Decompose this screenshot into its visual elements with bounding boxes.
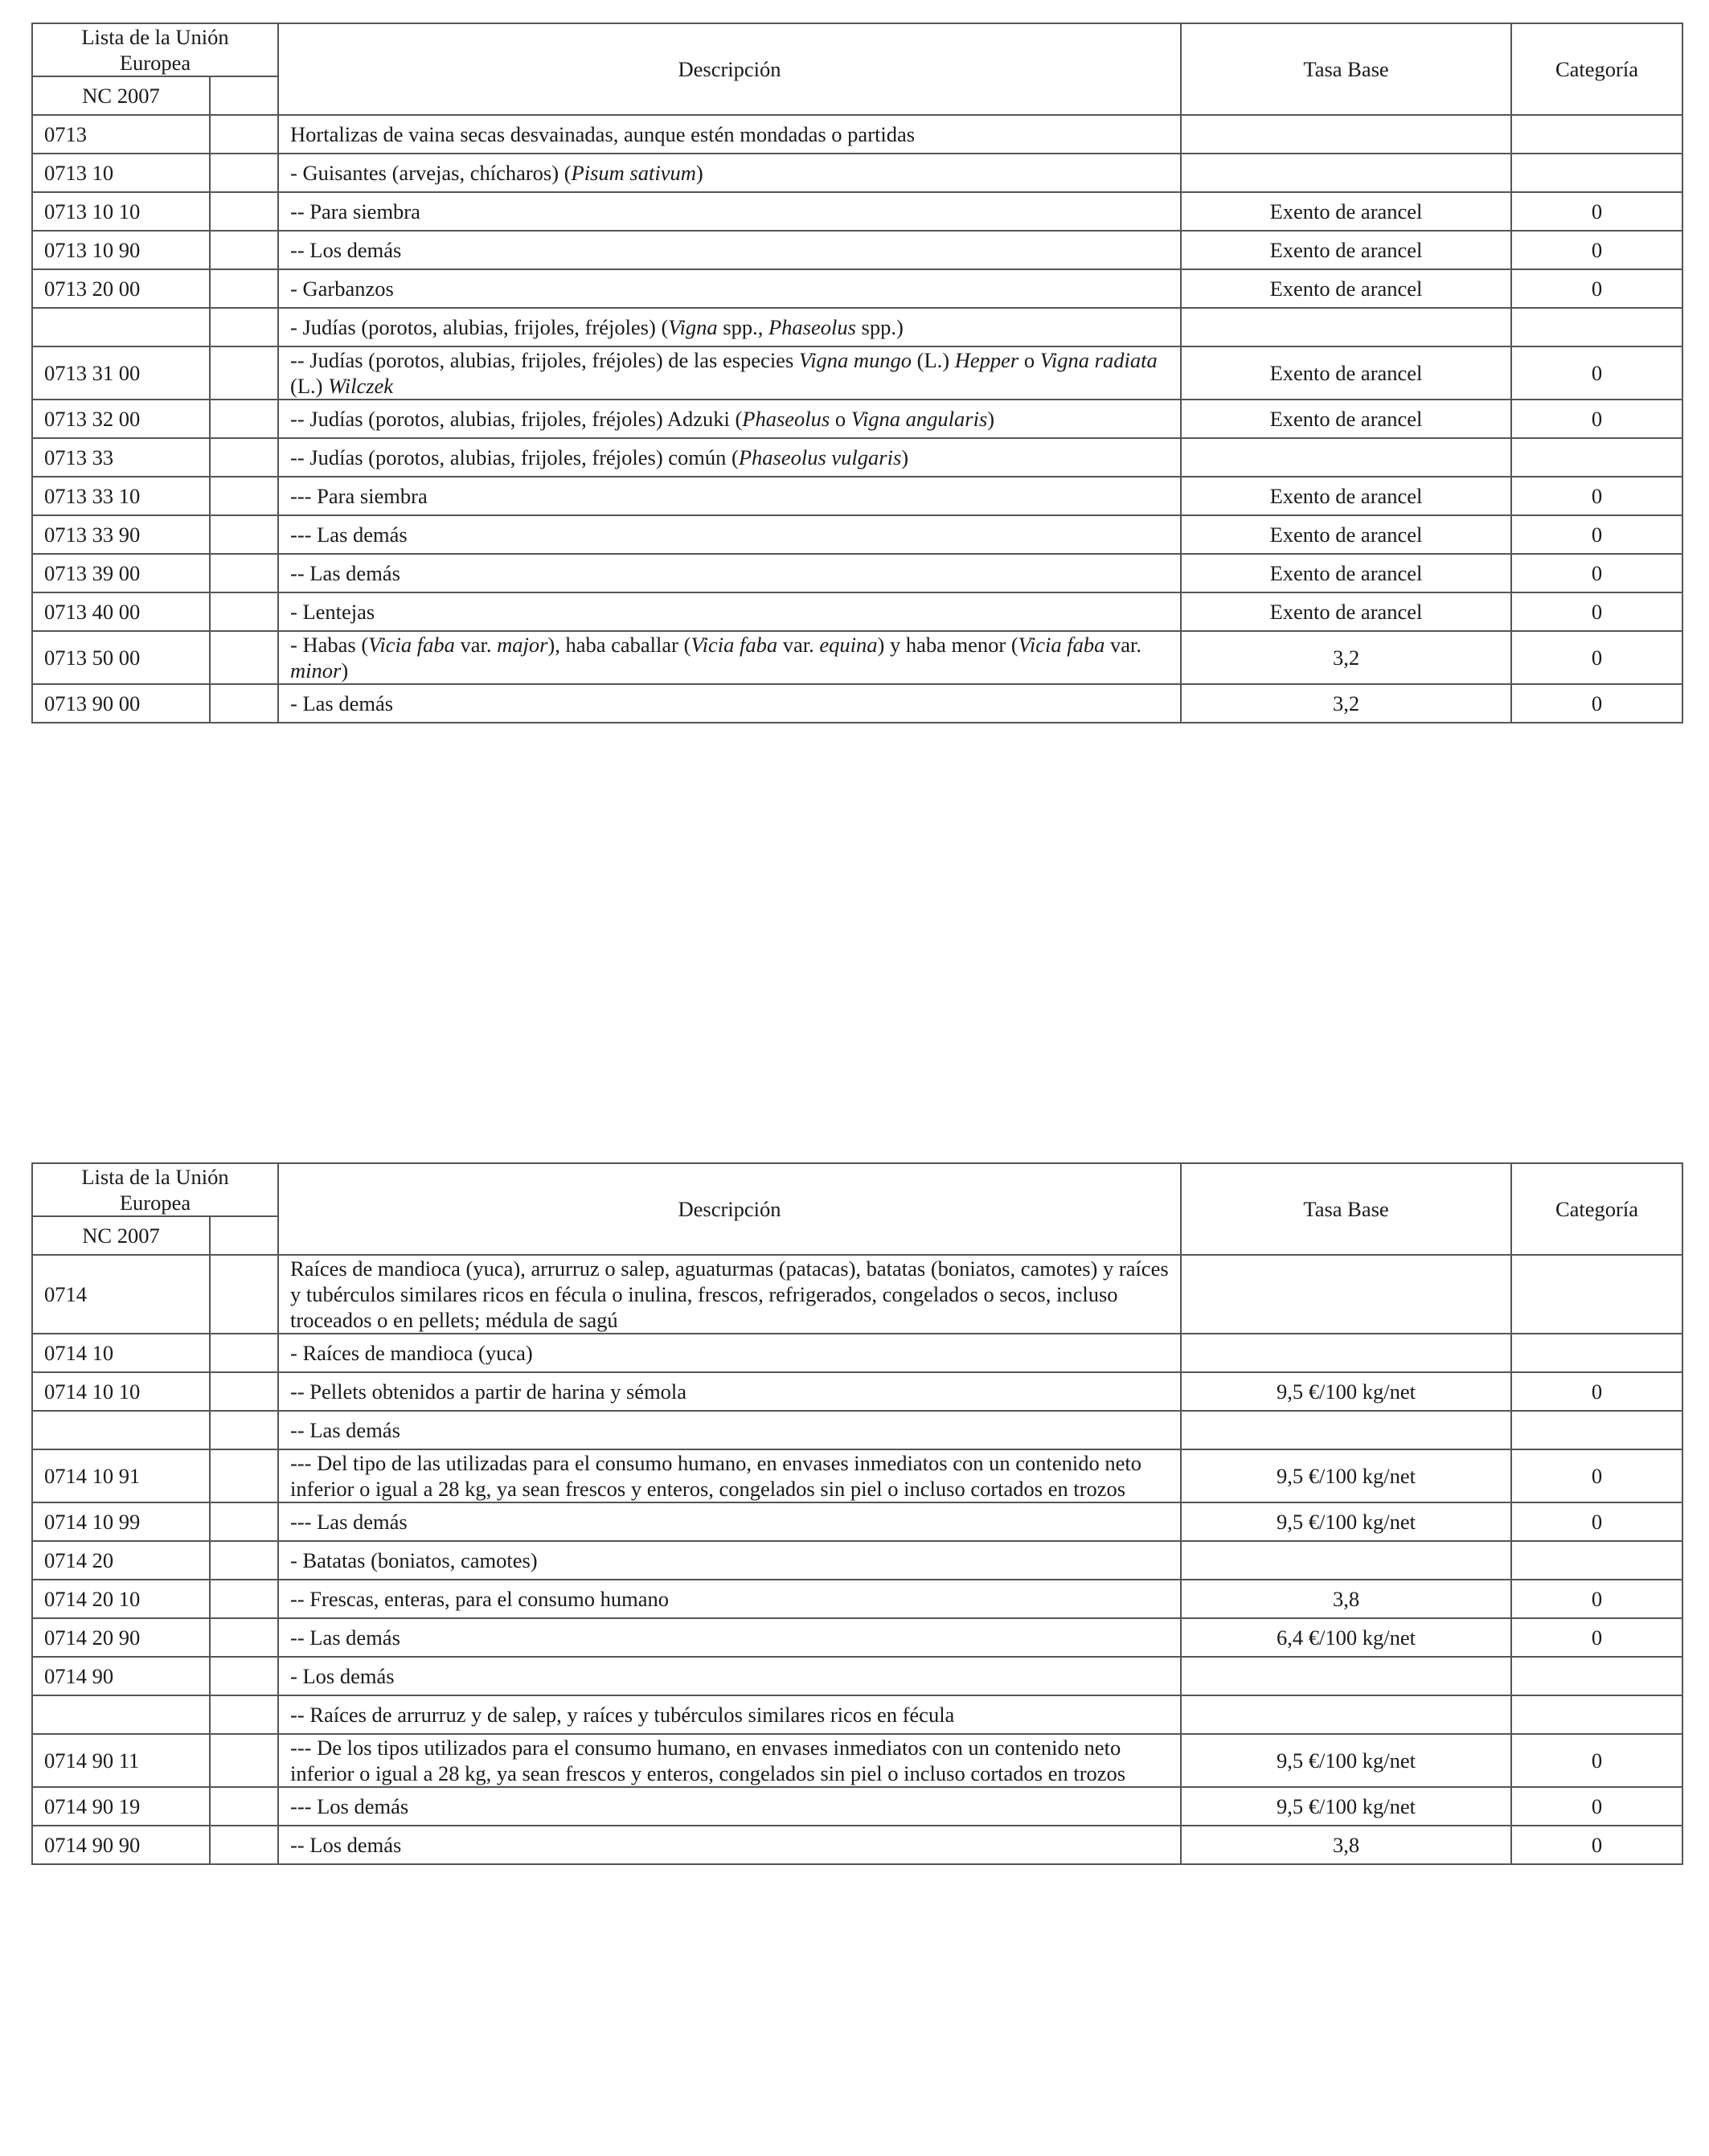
- header-nc-2007: NC 2007: [32, 1216, 210, 1255]
- category-cell: [1511, 1695, 1682, 1734]
- category-cell: 0: [1511, 554, 1682, 592]
- description-cell: - Garbanzos: [278, 269, 1181, 308]
- base-rate-cell: [1181, 1657, 1511, 1695]
- nc-code-cell: 0713 32 00: [32, 400, 210, 438]
- table-row: [32, 554, 1682, 592]
- category-cell: [1511, 1334, 1682, 1372]
- category-cell: [1511, 154, 1682, 192]
- category-cell: 0: [1511, 1449, 1682, 1502]
- blank-cell: [210, 1372, 278, 1411]
- nc-code-cell: 0714 20 90: [32, 1618, 210, 1657]
- nc-code-cell: 0714 10 10: [32, 1372, 210, 1411]
- table-row: [32, 1695, 1682, 1734]
- nc-code-cell: 0714 90 11: [32, 1734, 210, 1787]
- table-row: [32, 515, 1682, 554]
- nc-code-cell: 0714 20: [32, 1541, 210, 1580]
- blank-cell: [210, 1734, 278, 1787]
- table-row: [32, 684, 1682, 723]
- nc-code-cell: 0713 33: [32, 438, 210, 477]
- blank-cell: [210, 1502, 278, 1541]
- description-cell: --- Las demás: [278, 1502, 1181, 1541]
- category-cell: 0: [1511, 192, 1682, 231]
- description-cell: --- De los tipos utilizados para el consumo humano, en envases inmediatos con un contenido neto inferior o igual a 28 kg, ya sean frescos y enteros, congelados sin piel o incluso cortados en trozos: [278, 1734, 1181, 1787]
- blank-cell: [210, 269, 278, 308]
- category-cell: [1511, 1657, 1682, 1695]
- base-rate-cell: Exento de arancel: [1181, 346, 1511, 400]
- base-rate-cell: Exento de arancel: [1181, 515, 1511, 554]
- blank-cell: [210, 346, 278, 400]
- blank-cell: [210, 1449, 278, 1502]
- nc-code-cell: 0713 20 00: [32, 269, 210, 308]
- base-rate-cell: 9,5 €/100 kg/net: [1181, 1372, 1511, 1411]
- description-cell: -- Los demás: [278, 1826, 1181, 1864]
- tariff-table-0713: [31, 23, 1683, 723]
- description-cell: -- Judías (porotos, alubias, frijoles, fréjoles) Adzuki (Phaseolus o Vigna angularis): [278, 400, 1181, 438]
- header-blank-cell: [210, 1216, 278, 1255]
- nc-code-cell: [32, 1695, 210, 1734]
- base-rate-cell: 6,4 €/100 kg/net: [1181, 1618, 1511, 1657]
- category-cell: 0: [1511, 1734, 1682, 1787]
- blank-cell: [210, 1787, 278, 1826]
- description-cell: -- Para siembra: [278, 192, 1181, 231]
- nc-code-cell: 0713 10: [32, 154, 210, 192]
- nc-code-cell: 0713 50 00: [32, 631, 210, 684]
- base-rate-cell: Exento de arancel: [1181, 269, 1511, 308]
- base-rate-cell: Exento de arancel: [1181, 192, 1511, 231]
- header-description: Descripción: [278, 1163, 1181, 1255]
- blank-cell: [210, 400, 278, 438]
- blank-cell: [210, 438, 278, 477]
- table-row: [32, 1255, 1682, 1334]
- category-cell: 0: [1511, 269, 1682, 308]
- nc-code-cell: 0714 10 91: [32, 1449, 210, 1502]
- base-rate-cell: 9,5 €/100 kg/net: [1181, 1734, 1511, 1787]
- base-rate-cell: [1181, 1334, 1511, 1372]
- blank-cell: [210, 477, 278, 515]
- tariff-table-0714: [31, 1162, 1683, 1865]
- table-row: [32, 400, 1682, 438]
- category-cell: 0: [1511, 515, 1682, 554]
- description-cell: - Judías (porotos, alubias, frijoles, fréjoles) (Vigna spp., Phaseolus spp.): [278, 308, 1181, 346]
- header-base-rate: Tasa Base: [1181, 1163, 1511, 1255]
- base-rate-cell: Exento de arancel: [1181, 477, 1511, 515]
- category-cell: 0: [1511, 346, 1682, 400]
- category-cell: [1511, 115, 1682, 154]
- nc-code-cell: 0714 90 19: [32, 1787, 210, 1826]
- nc-code-cell: 0713 10 10: [32, 192, 210, 231]
- table-row: [32, 1372, 1682, 1411]
- category-cell: [1511, 308, 1682, 346]
- description-cell: --- Del tipo de las utilizadas para el consumo humano, en envases inmediatos con un contenido neto inferior o igual a 28 kg, ya sean frescos y enteros, congelados sin piel o incluso cortados en trozos: [278, 1449, 1181, 1502]
- nc-code-cell: [32, 1411, 210, 1449]
- base-rate-cell: [1181, 1695, 1511, 1734]
- base-rate-cell: Exento de arancel: [1181, 554, 1511, 592]
- blank-cell: [210, 1580, 278, 1618]
- table-row: [32, 438, 1682, 477]
- base-rate-cell: [1181, 154, 1511, 192]
- blank-cell: [210, 515, 278, 554]
- table-row: [32, 592, 1682, 631]
- blank-cell: [210, 554, 278, 592]
- description-cell: -- Judías (porotos, alubias, frijoles, fréjoles) común (Phaseolus vulgaris): [278, 438, 1181, 477]
- nc-code-cell: 0714 10 99: [32, 1502, 210, 1541]
- blank-cell: [210, 1657, 278, 1695]
- base-rate-cell: [1181, 308, 1511, 346]
- tariff-table-body: [32, 1163, 1682, 1864]
- base-rate-cell: Exento de arancel: [1181, 592, 1511, 631]
- header-category: Categoría: [1511, 1163, 1682, 1255]
- nc-code-cell: 0713 10 90: [32, 231, 210, 269]
- table-row: [32, 1449, 1682, 1502]
- description-cell: - Las demás: [278, 684, 1181, 723]
- table-row: [32, 115, 1682, 154]
- nc-code-cell: 0713: [32, 115, 210, 154]
- description-cell: - Lentejas: [278, 592, 1181, 631]
- header-row: [32, 23, 1682, 76]
- nc-code-cell: 0713 33 90: [32, 515, 210, 554]
- category-cell: 0: [1511, 400, 1682, 438]
- base-rate-cell: Exento de arancel: [1181, 231, 1511, 269]
- nc-code-cell: 0713 40 00: [32, 592, 210, 631]
- description-cell: - Raíces de mandioca (yuca): [278, 1334, 1181, 1372]
- description-cell: -- Raíces de arrurruz y de salep, y raíces y tubérculos similares ricos en fécula: [278, 1695, 1181, 1734]
- header-base-rate: Tasa Base: [1181, 23, 1511, 115]
- nc-code-cell: 0714 90: [32, 1657, 210, 1695]
- base-rate-cell: 3,8: [1181, 1580, 1511, 1618]
- description-cell: - Habas (Vicia faba var. major), haba caballar (Vicia faba var. equina) y haba menor (Vicia faba var. minor): [278, 631, 1181, 684]
- nc-code-cell: 0713 39 00: [32, 554, 210, 592]
- description-cell: Hortalizas de vaina secas desvainadas, aunque estén mondadas o partidas: [278, 115, 1181, 154]
- nc-code-cell: 0713 33 10: [32, 477, 210, 515]
- table-row: [32, 192, 1682, 231]
- description-cell: -- Las demás: [278, 1411, 1181, 1449]
- header-nc-2007: NC 2007: [32, 76, 210, 115]
- category-cell: 0: [1511, 1826, 1682, 1864]
- blank-cell: [210, 154, 278, 192]
- base-rate-cell: [1181, 438, 1511, 477]
- description-cell: -- Judías (porotos, alubias, frijoles, fréjoles) de las especies Vigna mungo (L.) Hepper o Vigna radiata (L.) Wilczek: [278, 346, 1181, 400]
- category-cell: 0: [1511, 684, 1682, 723]
- description-cell: --- Las demás: [278, 515, 1181, 554]
- blank-cell: [210, 115, 278, 154]
- base-rate-cell: [1181, 1411, 1511, 1449]
- description-cell: --- Para siembra: [278, 477, 1181, 515]
- nc-code-cell: 0713 31 00: [32, 346, 210, 400]
- category-cell: 0: [1511, 1787, 1682, 1826]
- table-row: [32, 269, 1682, 308]
- base-rate-cell: 3,2: [1181, 684, 1511, 723]
- description-cell: - Batatas (boniatos, camotes): [278, 1541, 1181, 1580]
- table-row: [32, 1502, 1682, 1541]
- table-row: [32, 477, 1682, 515]
- description-cell: --- Los demás: [278, 1787, 1181, 1826]
- nc-code-cell: [32, 308, 210, 346]
- table-row: [32, 1334, 1682, 1372]
- base-rate-cell: [1181, 1541, 1511, 1580]
- category-cell: [1511, 1541, 1682, 1580]
- description-cell: -- Las demás: [278, 1618, 1181, 1657]
- base-rate-cell: 9,5 €/100 kg/net: [1181, 1502, 1511, 1541]
- category-cell: 0: [1511, 592, 1682, 631]
- category-cell: 0: [1511, 1372, 1682, 1411]
- description-cell: -- Pellets obtenidos a partir de harina y sémola: [278, 1372, 1181, 1411]
- category-cell: 0: [1511, 1502, 1682, 1541]
- header-category: Categoría: [1511, 23, 1682, 115]
- table-row: [32, 346, 1682, 400]
- blank-cell: [210, 592, 278, 631]
- description-cell: - Los demás: [278, 1657, 1181, 1695]
- table-row: [32, 1734, 1682, 1787]
- blank-cell: [210, 308, 278, 346]
- category-cell: 0: [1511, 477, 1682, 515]
- blank-cell: [210, 1826, 278, 1864]
- header-eu-list: Lista de la Unión Europea: [32, 1163, 278, 1216]
- nc-code-cell: 0714 20 10: [32, 1580, 210, 1618]
- category-cell: 0: [1511, 231, 1682, 269]
- table-row: [32, 1657, 1682, 1695]
- base-rate-cell: 9,5 €/100 kg/net: [1181, 1449, 1511, 1502]
- blank-cell: [210, 684, 278, 723]
- category-cell: 0: [1511, 1580, 1682, 1618]
- base-rate-cell: [1181, 1255, 1511, 1334]
- category-cell: 0: [1511, 631, 1682, 684]
- base-rate-cell: 3,8: [1181, 1826, 1511, 1864]
- category-cell: [1511, 1255, 1682, 1334]
- table-row: [32, 1826, 1682, 1864]
- table-row: [32, 154, 1682, 192]
- category-cell: 0: [1511, 1618, 1682, 1657]
- blank-cell: [210, 1618, 278, 1657]
- base-rate-cell: [1181, 115, 1511, 154]
- table-row: [32, 631, 1682, 684]
- base-rate-cell: 9,5 €/100 kg/net: [1181, 1787, 1511, 1826]
- header-description: Descripción: [278, 23, 1181, 115]
- blank-cell: [210, 1695, 278, 1734]
- table-row: [32, 1580, 1682, 1618]
- table-row: [32, 1541, 1682, 1580]
- base-rate-cell: 3,2: [1181, 631, 1511, 684]
- blank-cell: [210, 1411, 278, 1449]
- blank-cell: [210, 231, 278, 269]
- blank-cell: [210, 1255, 278, 1334]
- header-eu-list: Lista de la Unión Europea: [32, 23, 278, 76]
- nc-code-cell: 0713 90 00: [32, 684, 210, 723]
- header-blank-cell: [210, 76, 278, 115]
- description-cell: -- Frescas, enteras, para el consumo humano: [278, 1580, 1181, 1618]
- header-row: [32, 1163, 1682, 1216]
- category-cell: [1511, 438, 1682, 477]
- nc-code-cell: 0714 90 90: [32, 1826, 210, 1864]
- nc-code-cell: 0714: [32, 1255, 210, 1334]
- table-row: [32, 308, 1682, 346]
- base-rate-cell: Exento de arancel: [1181, 400, 1511, 438]
- table-row: [32, 231, 1682, 269]
- blank-cell: [210, 1334, 278, 1372]
- blank-cell: [210, 192, 278, 231]
- table-row: [32, 1618, 1682, 1657]
- blank-cell: [210, 1541, 278, 1580]
- tariff-table-body: [32, 23, 1682, 723]
- description-cell: -- Las demás: [278, 554, 1181, 592]
- blank-cell: [210, 631, 278, 684]
- nc-code-cell: 0714 10: [32, 1334, 210, 1372]
- category-cell: [1511, 1411, 1682, 1449]
- description-cell: - Guisantes (arvejas, chícharos) (Pisum sativum): [278, 154, 1181, 192]
- description-cell: Raíces de mandioca (yuca), arrurruz o salep, aguaturmas (patacas), batatas (boniatos, camotes) y raíces y tubérculos similares ricos en fécula o inulina, frescos, refrigerados, congelados o secos, incluso troceados o en pellets; médula de sagú: [278, 1255, 1181, 1334]
- description-cell: -- Los demás: [278, 231, 1181, 269]
- table-row: [32, 1411, 1682, 1449]
- table-row: [32, 1787, 1682, 1826]
